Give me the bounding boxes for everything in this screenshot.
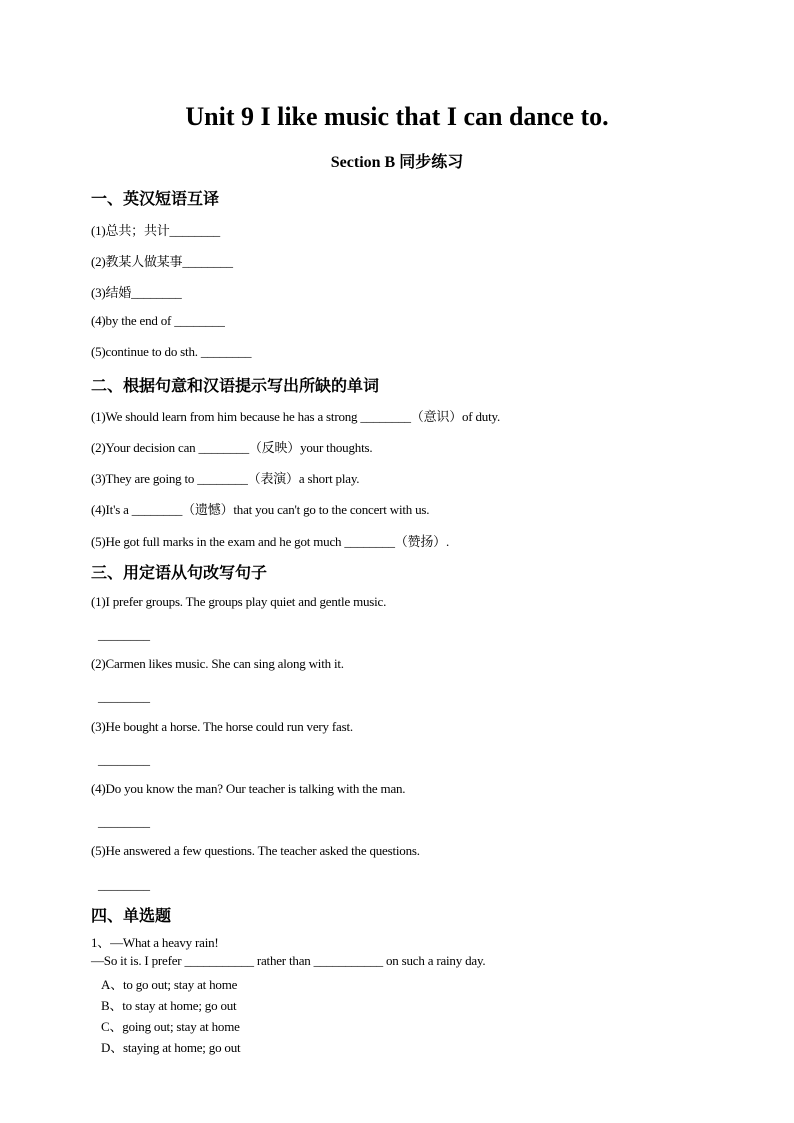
s1-item-1: (1)总共；共计________ [91, 223, 220, 238]
section-2-heading: 二、根据句意和汉语提示写出所缺的单词 [91, 376, 380, 395]
s3-item-5: (5)He answered a few questions. The teacher asked the questions. [91, 843, 420, 858]
s3-answer-2: ________ [98, 689, 150, 704]
worksheet-title: Unit 9 I like music that I can dance to. [185, 102, 609, 131]
s4-option-a: A、to go out; stay at home [101, 977, 238, 992]
s2-item-2: (2)Your decision can ________（反映）your thoughts. [91, 440, 373, 455]
s1-item-4: (4)by the end of ________ [91, 313, 225, 328]
s2-item-3: (3)They are going to ________（表演）a short play. [91, 471, 360, 486]
s4-option-c: C、going out; stay at home [101, 1019, 240, 1034]
section-4-heading: 四、单选题 [91, 906, 172, 925]
s1-item-5: (5)continue to do sth. ________ [91, 344, 252, 359]
s4-question-line-1: 1、—What a heavy rain! [91, 935, 219, 950]
s1-item-2: (2)教某人做某事________ [91, 254, 233, 269]
section-1-heading: 一、英汉短语互译 [91, 189, 220, 208]
s4-option-d: D、staying at home; go out [101, 1040, 241, 1055]
s4-option-b: B、to stay at home; go out [101, 998, 237, 1013]
s3-item-1: (1)I prefer groups. The groups play quiet and gentle music. [91, 594, 387, 609]
s3-item-4: (4)Do you know the man? Our teacher is talking with the man. [91, 781, 406, 796]
worksheet-subtitle: Section B 同步练习 [330, 154, 464, 171]
s4-question-line-2: —So it is. I prefer ___________ rather than ___________ on such a rainy day. [91, 953, 486, 968]
s3-item-2: (2)Carmen likes music. She can sing along with it. [91, 656, 344, 671]
s3-answer-4: ________ [98, 814, 150, 829]
section-3-heading: 三、用定语从句改写句子 [91, 563, 268, 582]
s2-item-1: (1)We should learn from him because he has a strong ________（意识）of duty. [91, 409, 501, 424]
s3-answer-3: ________ [98, 752, 150, 767]
s2-item-4: (4)It's a ________（遗憾）that you can't go to the concert with us. [91, 502, 430, 517]
s3-answer-5: ________ [98, 877, 150, 892]
s2-item-5: (5)He got full marks in the exam and he got much ________（赞扬）. [91, 534, 450, 549]
s3-item-3: (3)He bought a horse. The horse could run very fast. [91, 719, 353, 734]
s1-item-3: (3)结婚________ [91, 285, 182, 300]
s3-answer-1: ________ [98, 627, 150, 642]
